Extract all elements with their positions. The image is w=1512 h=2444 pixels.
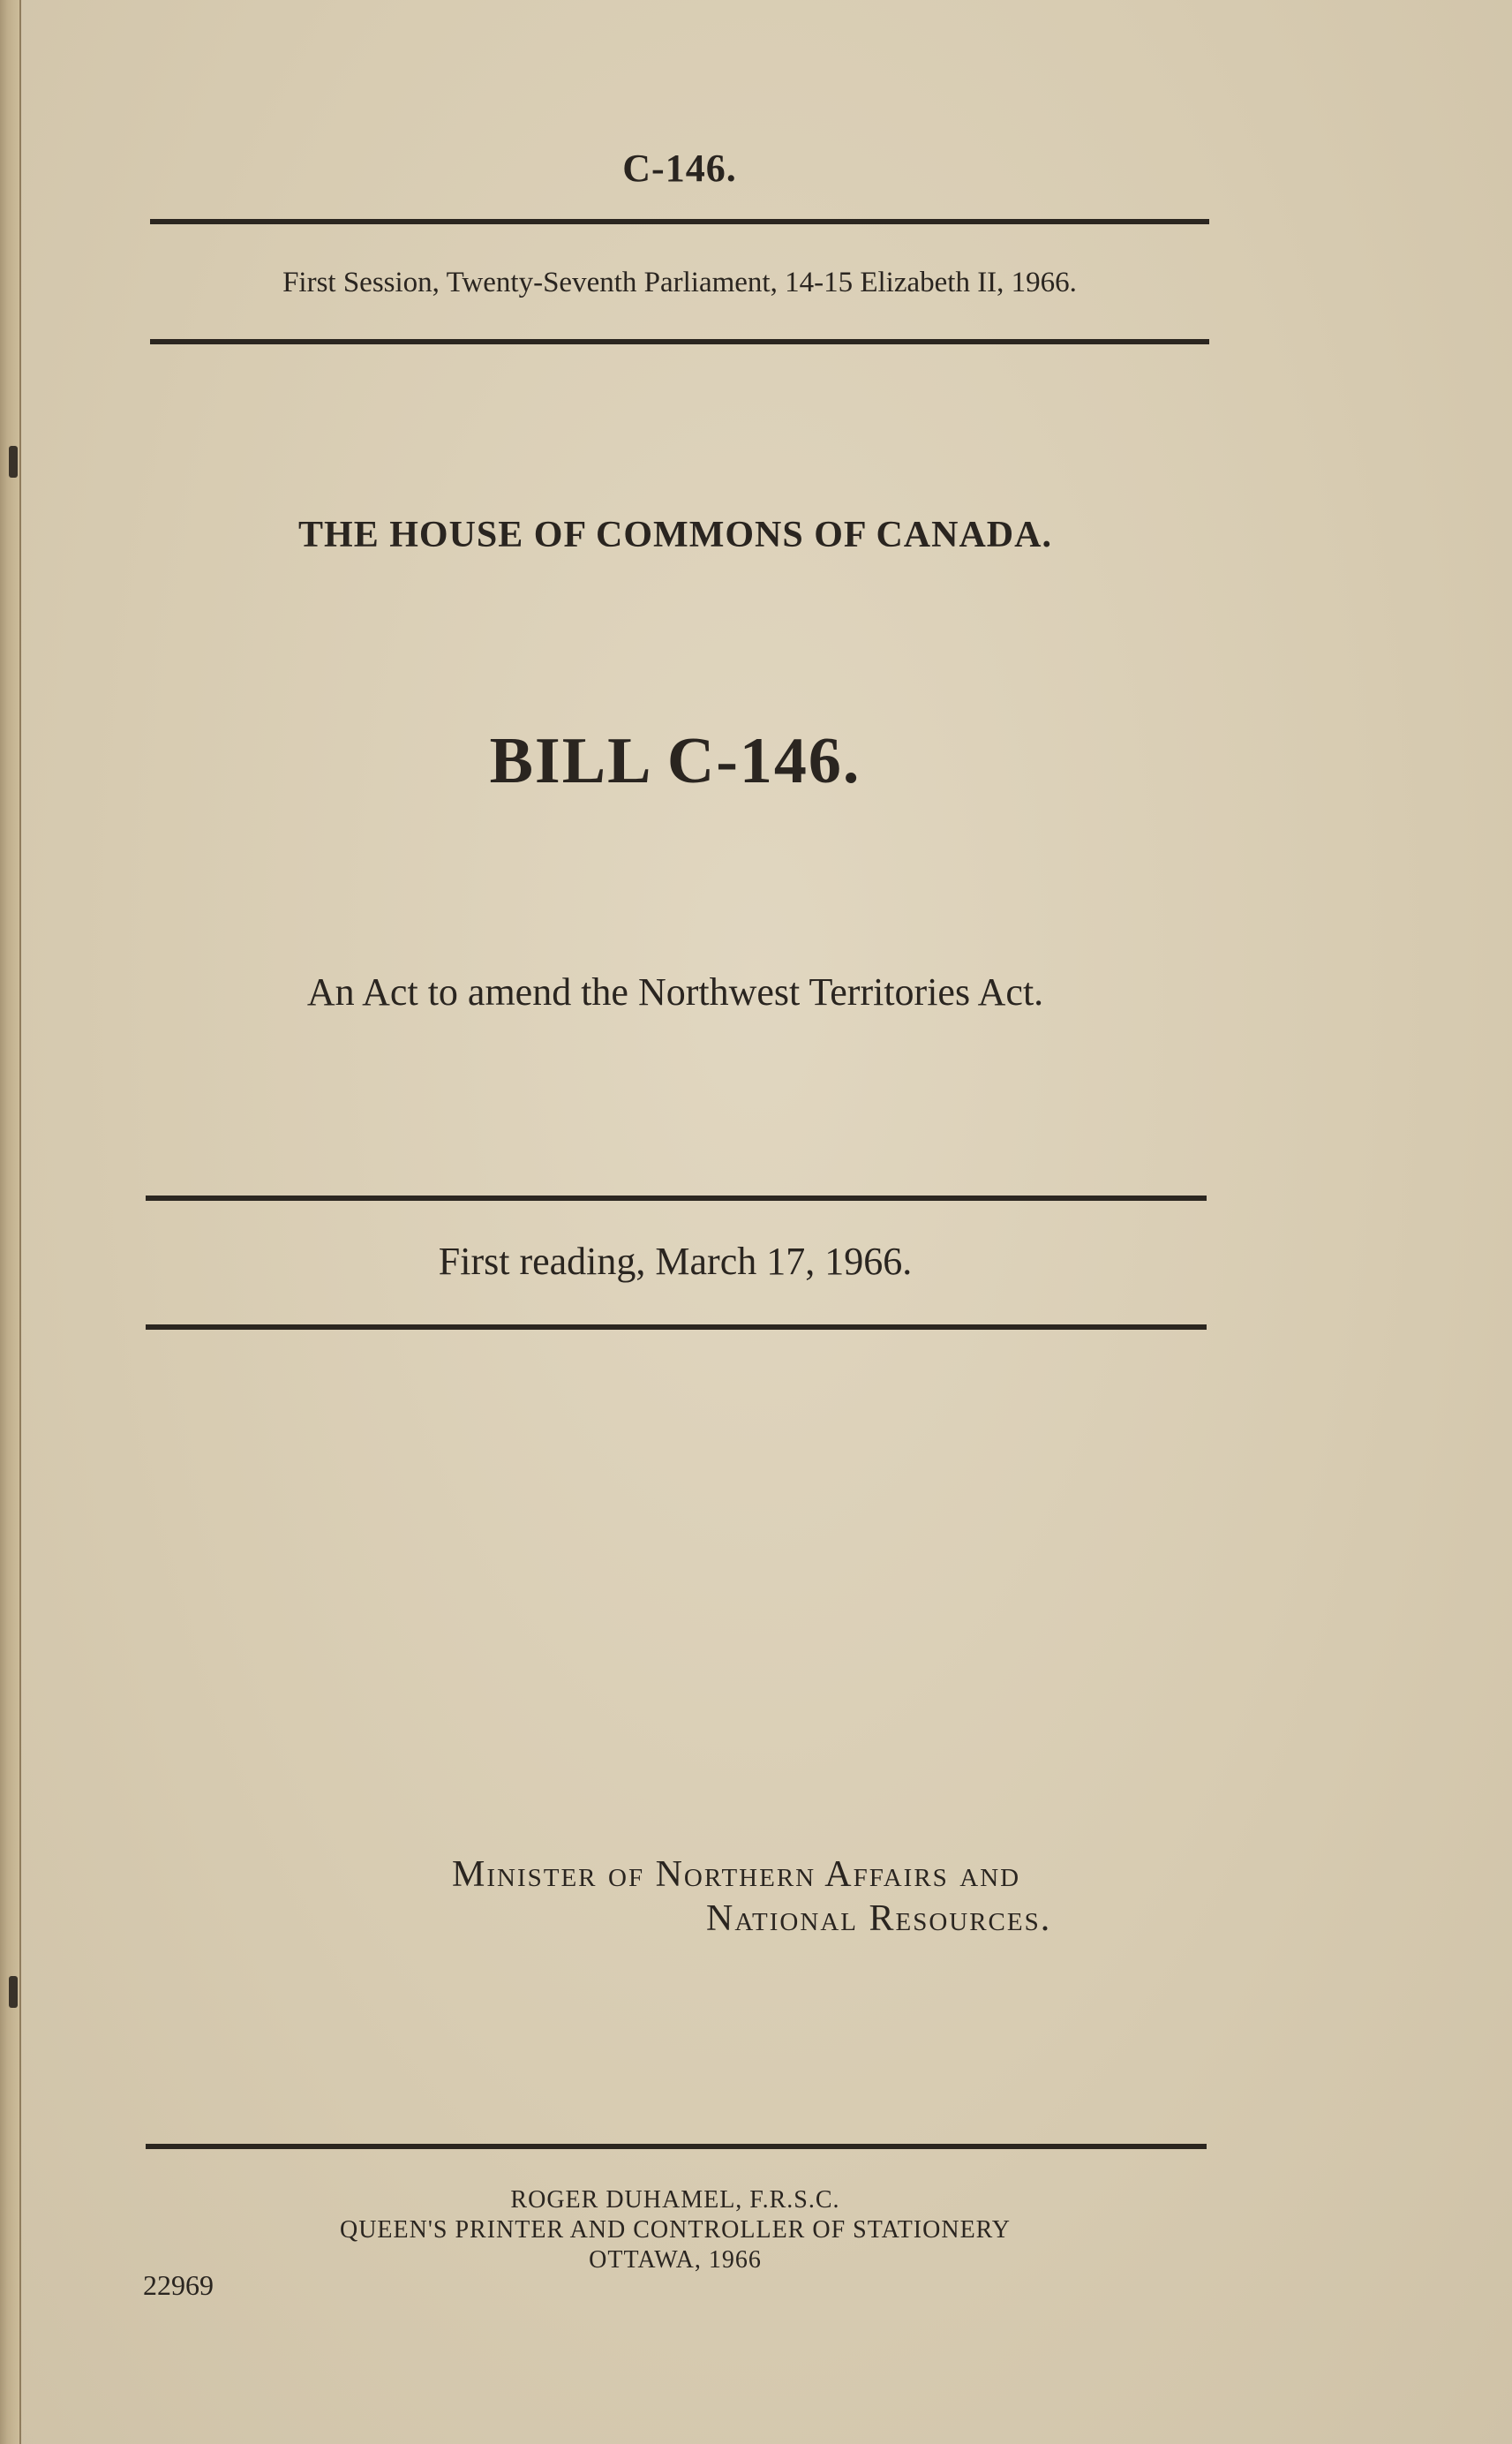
binding-edge: [0, 0, 21, 2444]
print-number: 22969: [143, 2269, 214, 2301]
staple-top: [9, 446, 18, 478]
rule-middle-1: [146, 1196, 1207, 1201]
rule-bottom: [146, 2144, 1207, 2149]
act-title: An Act to amend the Northwest Territories Act.: [306, 970, 1044, 1014]
rule-top-2: [150, 339, 1209, 344]
printer-line-1: ROGER DUHAMEL, F.R.S.C.: [510, 2186, 840, 2214]
bill-number-header: C-146.: [622, 147, 737, 190]
rule-middle-2: [146, 1324, 1207, 1330]
staple-bottom: [9, 1976, 18, 2008]
minister-block: [452, 1852, 1051, 1941]
printer-line-3: OTTAWA, 1966: [589, 2246, 762, 2274]
house-heading: THE HOUSE OF COMMONS OF CANADA.: [298, 515, 1052, 555]
minister-line-2: National Resources.: [706, 1898, 1052, 1939]
bill-title: BILL C-146.: [489, 725, 861, 797]
printer-imprint: [0, 2185, 1350, 2275]
printer-line-2: QUEEN'S PRINTER AND CONTROLLER OF STATIONERY: [339, 2216, 1012, 2244]
first-reading-date: First reading, March 17, 1966.: [438, 1240, 913, 1283]
minister-line-1: Minister of Northern Affairs and: [452, 1854, 1021, 1895]
rule-top-1: [150, 219, 1209, 224]
session-line: First Session, Twenty-Seventh Parliament, 14-15 Elizabeth II, 1966.: [282, 267, 1077, 298]
